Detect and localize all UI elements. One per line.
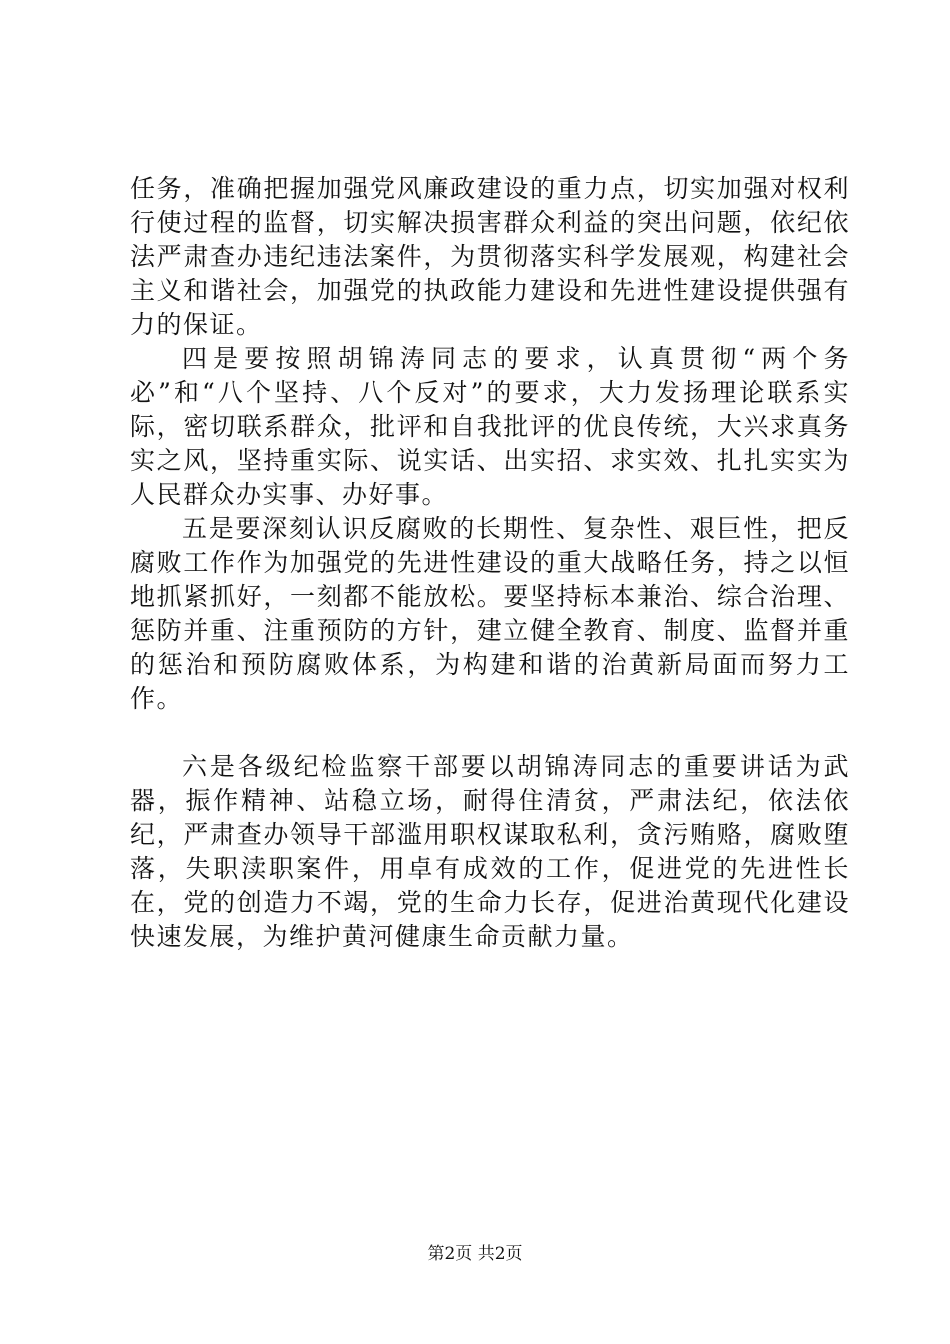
paragraph-four: 四是要按照胡锦涛同志的要求，认真贯彻“两个务必”和“八个坚持、八个反对”的要求，大力发扬理论联系实际，密切联系群众，批评和自我批评的优良传统，大兴求真务实之风，坚持重实际、说实话、出实招、求实效、扎扎实实为人民群众办实事、办好事。	[130, 344, 850, 509]
paragraph-continuation: 任务，准确把握加强党风廉政建设的重力点，切实加强对权利行使过程的监督，切实解决损害群众利益的突出问题，依纪依法严肃查办违纪违法案件，为贯彻落实科学发展观，构建社会主义和谐社会，加强党的执政能力建设和先进性建设提供强有力的保证。	[130, 174, 850, 339]
page-number-footer: 第2页 共2页	[427, 1244, 523, 1264]
document-body	[130, 172, 850, 954]
paragraph-six: 六是各级纪检监察干部要以胡锦涛同志的重要讲话为武器，振作精神、站稳立场，耐得住清贫，严肃法纪，依法依纪，严肃查办领导干部滥用职权谋取私利，贪污贿赂，腐败堕落，失职渎职案件，用卓有成效的工作，促进党的先进性长在，党的创造力不竭，党的生命力长存，促进治黄现代化建设快速发展，为维护黄河健康生命贡献力量。	[130, 752, 850, 951]
paragraph-five: 五是要深刻认识反腐败的长期性、复杂性、艰巨性，把反腐败工作作为加强党的先进性建设的重大战略任务，持之以恒地抓紧抓好，一刻都不能放松。要坚持标本兼治、综合治理、惩防并重、注重预防的方针，建立健全教育、制度、监督并重的惩治和预防腐败体系，为构建和谐的治黄新局面而努力工作。	[130, 514, 850, 713]
